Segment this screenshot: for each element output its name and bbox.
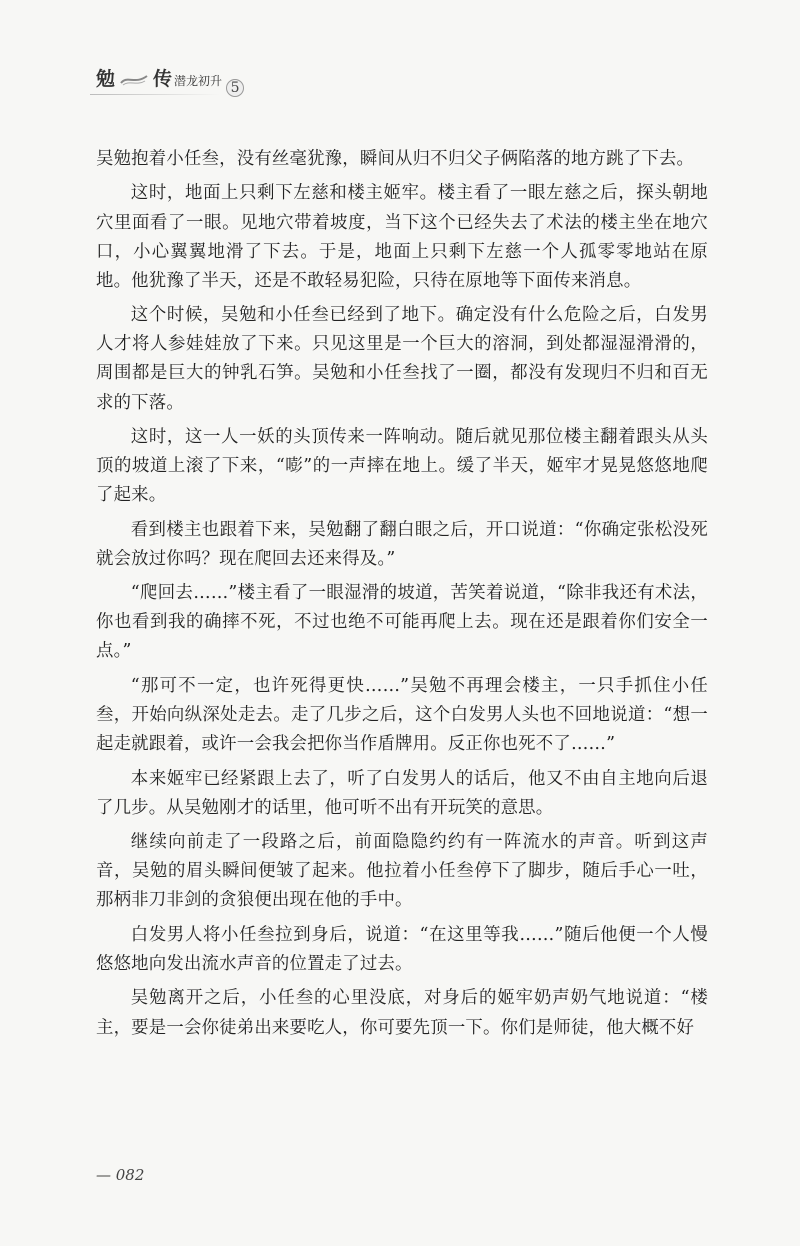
paragraph: 这时，地面上只剩下左慈和楼主姬牢。楼主看了一眼左慈之后，探头朝地穴里面看了一眼。见地穴带着坡度，当下这个已经失去了术法的楼主坐在地穴口，小心翼翼地滑了下去。于是，地面上只剩下左慈一个人孤零零地站在原地。他犹豫了半天，还是不敢轻易犯险，只待在原地等下面传来消息。 xyxy=(96,183,708,291)
running-header xyxy=(96,64,244,96)
page-body xyxy=(96,145,708,1048)
paragraph: 白发男人将小任叁拉到身后，说道：“在这里等我……”随后他便一个人慢悠悠地向发出流水声音的位置走了过去。 xyxy=(96,924,708,974)
paragraph: 看到楼主也跟着下来，吴勉翻了翻白眼之后，开口说道：“你确定张松没死就会放过你吗？现在爬回去还来得及。” xyxy=(96,519,708,569)
paragraph: “爬回去……”楼主看了一眼湿滑的坡道，苦笑着说道，“除非我还有术法，你也看到我的确摔不死，不过也绝不可能再爬上去。现在还是跟着你们安全一点。” xyxy=(96,583,708,662)
header-title-part1: 勉 xyxy=(96,68,116,90)
paragraph: 这时，这一人一妖的头顶传来一阵响动。随后就见那位楼主翻着跟头从头顶的坡道上滚了下来，“嘭”的一声摔在地上。缓了半天，姬牢才晃晃悠悠地爬了起来。 xyxy=(96,427,708,506)
paragraph: 本来姬牢已经紧跟上去了，听了白发男人的话后，他又不由自主地向后退了几步。从吴勉刚才的话里，他可听不出有开玩笑的意思。 xyxy=(96,768,708,818)
header-underline xyxy=(90,94,220,95)
paragraph: 继续向前走了一段路之后，前面隐隐约约有一阵流水的声音。听到这声音，吴勉的眉头瞬间便皱了起来。他拉着小任叁停下了脚步，随后手心一吐，那柄非刀非剑的贪狼便出现在他的手中。 xyxy=(96,832,708,911)
paragraph: “那可不一定，也许死得更快……”吴勉不再理会楼主，一只手抓住小任叁，开始向纵深处走去。走了几步之后，这个白发男人头也不回地说道：“想一起走就跟着，或许一会我会把你当作盾牌用。反正你也死不了……” xyxy=(96,675,708,755)
header-title-part2: 传 xyxy=(153,68,173,90)
page-number: — 082 xyxy=(96,1166,145,1184)
paragraph: 吴勉离开之后，小任叁的心里没底，对身后的姬牢奶声奶气地说道：“楼主，要是一会你徒弟出来要吃人，你可要先顶一下。你们是师徒，他大概不好 xyxy=(96,988,708,1038)
header-subtitle: 潜龙初升 xyxy=(174,74,223,88)
header-volume-badge: 5 xyxy=(226,79,244,97)
brush-stroke-icon xyxy=(119,73,149,87)
paragraph: 吴勉抱着小任叁，没有丝毫犹豫，瞬间从归不归父子俩陷落的地方跳了下去。 xyxy=(96,149,695,169)
paragraph: 这个时候，吴勉和小任叁已经到了地下。确定没有什么危险之后，白发男人才将人参娃娃放了下来。只见这里是一个巨大的溶洞，到处都湿湿滑滑的，周围都是巨大的钟乳石笋。吴勉和小任叁找了一圈，都没有发现归不归和百无求的下落。 xyxy=(96,305,708,413)
